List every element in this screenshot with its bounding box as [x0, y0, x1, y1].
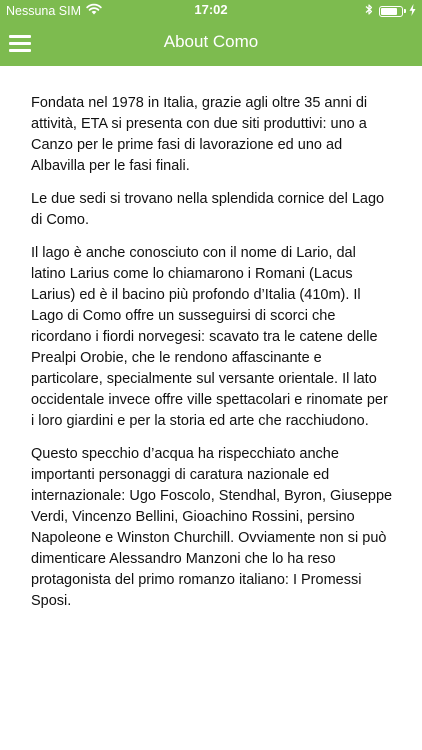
carrier-label: Nessuna SIM [6, 3, 82, 18]
paragraph-location: Le due sedi si trovano nella splendida cornice del Lago di Como. [31, 191, 385, 228]
battery-level-fill [381, 8, 397, 15]
page-title: About Como [163, 32, 259, 51]
charging-icon [409, 4, 416, 19]
status-indicators [365, 3, 416, 19]
bluetooth-icon [365, 3, 373, 19]
battery-icon [379, 6, 403, 17]
about-text-content [31, 93, 393, 624]
status-time: 17:02 [194, 2, 228, 17]
status-bar [0, 0, 422, 22]
navigation-bar [0, 22, 422, 66]
paragraph-lake: Il lago è anche conosciuto con il nome di Lario, dal latino Larius come lo chiamarono i Romani (Lacus Larius) ed è il bacino più profondo d’Italia (410m). Il Lago di Como offre un susseguirsi di scorci che ricordano i fiordi norvegesi: scavato tra le catene delle Prealpi Orobie, che le rendono affascinante e particolare, specialmente sul versante orientale. Il lato occidentale invece offre ville spettacolari e rinomate per i loro giardini e per la storia ed arte che racchiudono. [31, 245, 388, 429]
paragraph-personalities: Questo specchio d’acqua ha rispecchiato anche importanti personaggi di caratura nazionale ed internazionale: Ugo Foscolo, Stendhal, Byron, Giuseppe Verdi, Vincenzo Bellini, Gioachino Rossini, persino Napoleone e Winston Churchill. Ovviamente non si può dimenticare Alessandro Manzoni che lo ha reso protagonista del primo romanzo italiano: I Promessi Sposi. [31, 446, 393, 609]
paragraph-history: Fondata nel 1978 in Italia, grazie agli oltre 35 anni di attività, ETA si presenta con due siti produttivi: uno a Canzo per le prime fasi di lavorazione ed uno ad Albavilla per le fasi finali. [31, 95, 368, 174]
top-bar [0, 0, 422, 66]
